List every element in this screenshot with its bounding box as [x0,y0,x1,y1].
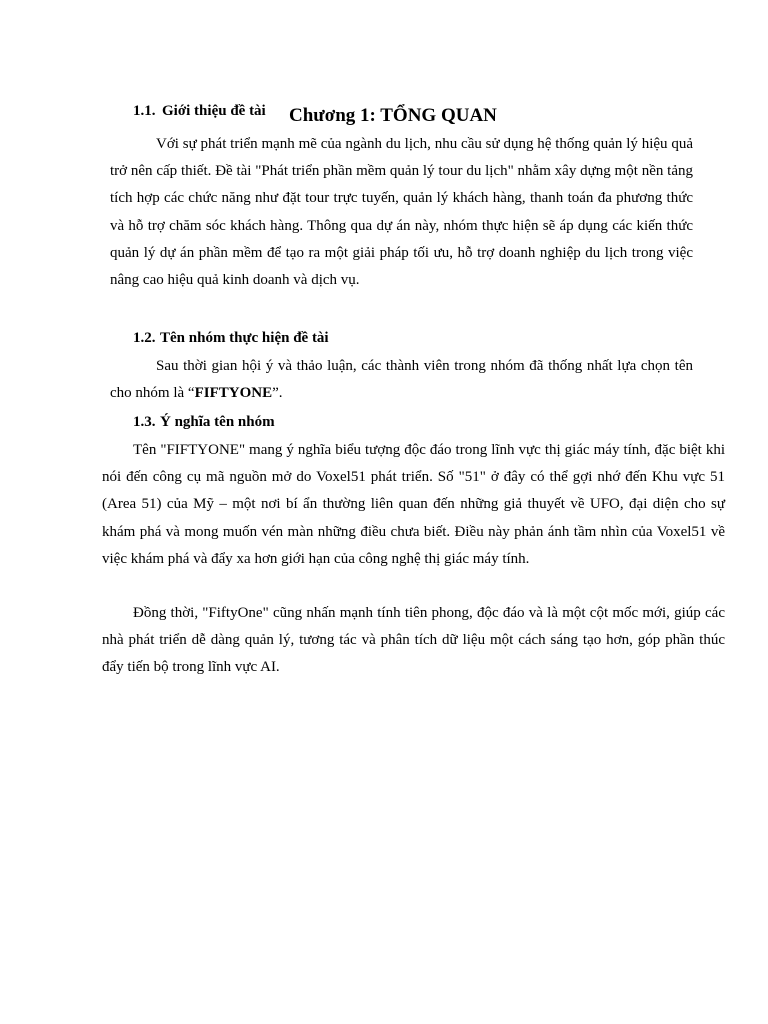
chapter-title: Chương 1: TỔNG QUAN [289,105,497,126]
paragraph-pioneering-text: Đồng thời, "FiftyOne" cũng nhấn mạnh tính tiên phong, độc đáo và là một cột mốc mới, giúp các nhà phát triển dễ dàng quản lý, tương tác và phân tích dữ liệu một cách sáng tạo hơn, góp phần thúc đẩy tiến bộ trong lĩnh vực AI. [102,605,725,676]
section-1-2-number: 1.2. [133,330,156,346]
paragraph-name-meaning [102,437,725,573]
paragraph-pioneering [102,600,725,682]
section-1-3-title: Ý nghĩa tên nhóm [160,414,275,430]
paragraph-name-meaning-text: Tên "FIFTYONE" mang ý nghĩa biểu tượng độc đáo trong lĩnh vực thị giác máy tính, đặc biệt khi nói đến công cụ mã nguồn mở do Voxel51 phát triển. Số "51" ở đây có thể gợi nhớ đến Khu vực 51 (Area 51) của Mỹ – một nơi bí ẩn thường liên quan đến những giả thuyết về UFO, đại diện cho sự khám phá và mong muốn vén màn những điều chưa biết. Điều này phản ánh tầm nhìn của Voxel51 về việc khám phá và đẩy xa hơn giới hạn của công nghệ thị giác máy tính. [102,442,725,567]
section-1-2-title: Tên nhóm thực hiện đề tài [160,330,329,346]
paragraph-team-name-end: ”. [272,385,283,402]
section-1-3-number: 1.3. [133,414,156,430]
section-1-1-number: 1.1. [133,103,156,119]
paragraph-introduction-text: Với sự phát triển mạnh mẽ của ngành du lịch, nhu cầu sử dụng hệ thống quản lý hiệu quả trở nên cấp thiết. Đề tài "Phát triển phần mềm quản lý tour du lịch" nhằm xây dựng một nền tảng tích hợp các chức năng như đặt tour trực tuyến, quản lý khách hàng, thanh toán đa phương thức và hỗ trợ chăm sóc khách hàng. Thông qua dự án này, nhóm thực hiện sẽ áp dụng các kiến thức quản lý dự án phần mềm để tạo ra một giải pháp tối ưu, hỗ trợ doanh nghiệp du lịch trong việc nâng cao hiệu quả kinh doanh và dịch vụ. [110,136,693,289]
paragraph-team-name-text: Sau thời gian hội ý và thảo luận, các thành viên trong nhóm đã thống nhất lựa chọn tên cho nhóm là “ [110,358,693,402]
section-1-1-title: Giới thiệu đề tài [162,103,266,119]
paragraph-introduction [110,131,693,294]
paragraph-team-name [110,353,693,407]
team-name: FIFTYONE [194,385,273,402]
